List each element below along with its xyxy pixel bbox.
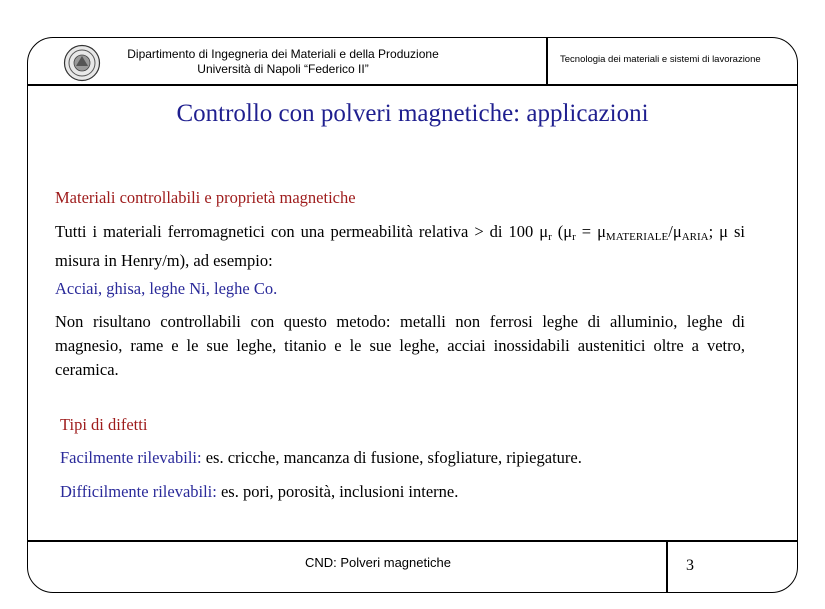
permeability-text-5: ; μ si misura in Henry/m), ad esempio:: [55, 222, 746, 270]
university-name: Università di Napoli “Federico II”: [197, 62, 369, 76]
section-heading-defects: Tipi di difetti: [60, 415, 148, 434]
permeability-text-4: /μ: [668, 222, 682, 241]
header-separator: [546, 38, 548, 85]
hard-defects-line: [60, 480, 750, 504]
easy-defects-text: es. cricche, mancanza di fusione, sfogliature, ripiegature.: [201, 448, 582, 467]
section-heading-materials: Materiali controllabili e proprietà magnetiche: [55, 188, 356, 207]
course-name: Tecnologia dei materiali e sistemi di lavorazione: [560, 54, 761, 65]
permeability-text-1: Tutti i materiali ferromagnetici con una permeabilità relativa > di 100 μ: [55, 222, 549, 241]
subscript-r: r: [548, 231, 552, 243]
department-name: Dipartimento di Ingegneria dei Materiali e della Produzione: [127, 47, 439, 61]
hard-defects-label: Difficilmente rilevabili:: [60, 482, 217, 501]
university-seal-icon: [63, 44, 101, 82]
header-divider: [28, 84, 797, 86]
subscript-materiale: MATERIALE: [605, 231, 669, 243]
page-number: 3: [686, 557, 694, 574]
hard-defects-text: es. pori, porosità, inclusioni interne.: [216, 482, 459, 501]
non-controllable-paragraph: Non risultano controllabili con questo metodo: metalli non ferrosi leghe di alluminio, leghe di magnesio, rame e le sue leghe, titanio e le sue leghe, acciai inossidabili austenitici oltre a vetro, ceramica.: [55, 312, 745, 379]
easy-defects-label: Facilmente rilevabili:: [60, 448, 202, 467]
footer-separator: [666, 541, 668, 593]
footer-label: CND: Polveri magnetiche: [305, 555, 451, 570]
permeability-paragraph: [55, 220, 745, 273]
subscript-r: r: [572, 231, 576, 243]
footer-divider: [28, 540, 797, 542]
subscript-aria: ARIA: [681, 231, 709, 243]
department-header: [108, 47, 458, 77]
easy-defects-line: [60, 446, 750, 470]
page-title: Controllo con polveri magnetiche: applicazioni: [176, 100, 649, 127]
examples-text: Acciai, ghisa, leghe Ni, leghe Co.: [55, 279, 278, 298]
permeability-text-2: (μ: [551, 222, 573, 241]
permeability-text-3: = μ: [575, 222, 606, 241]
